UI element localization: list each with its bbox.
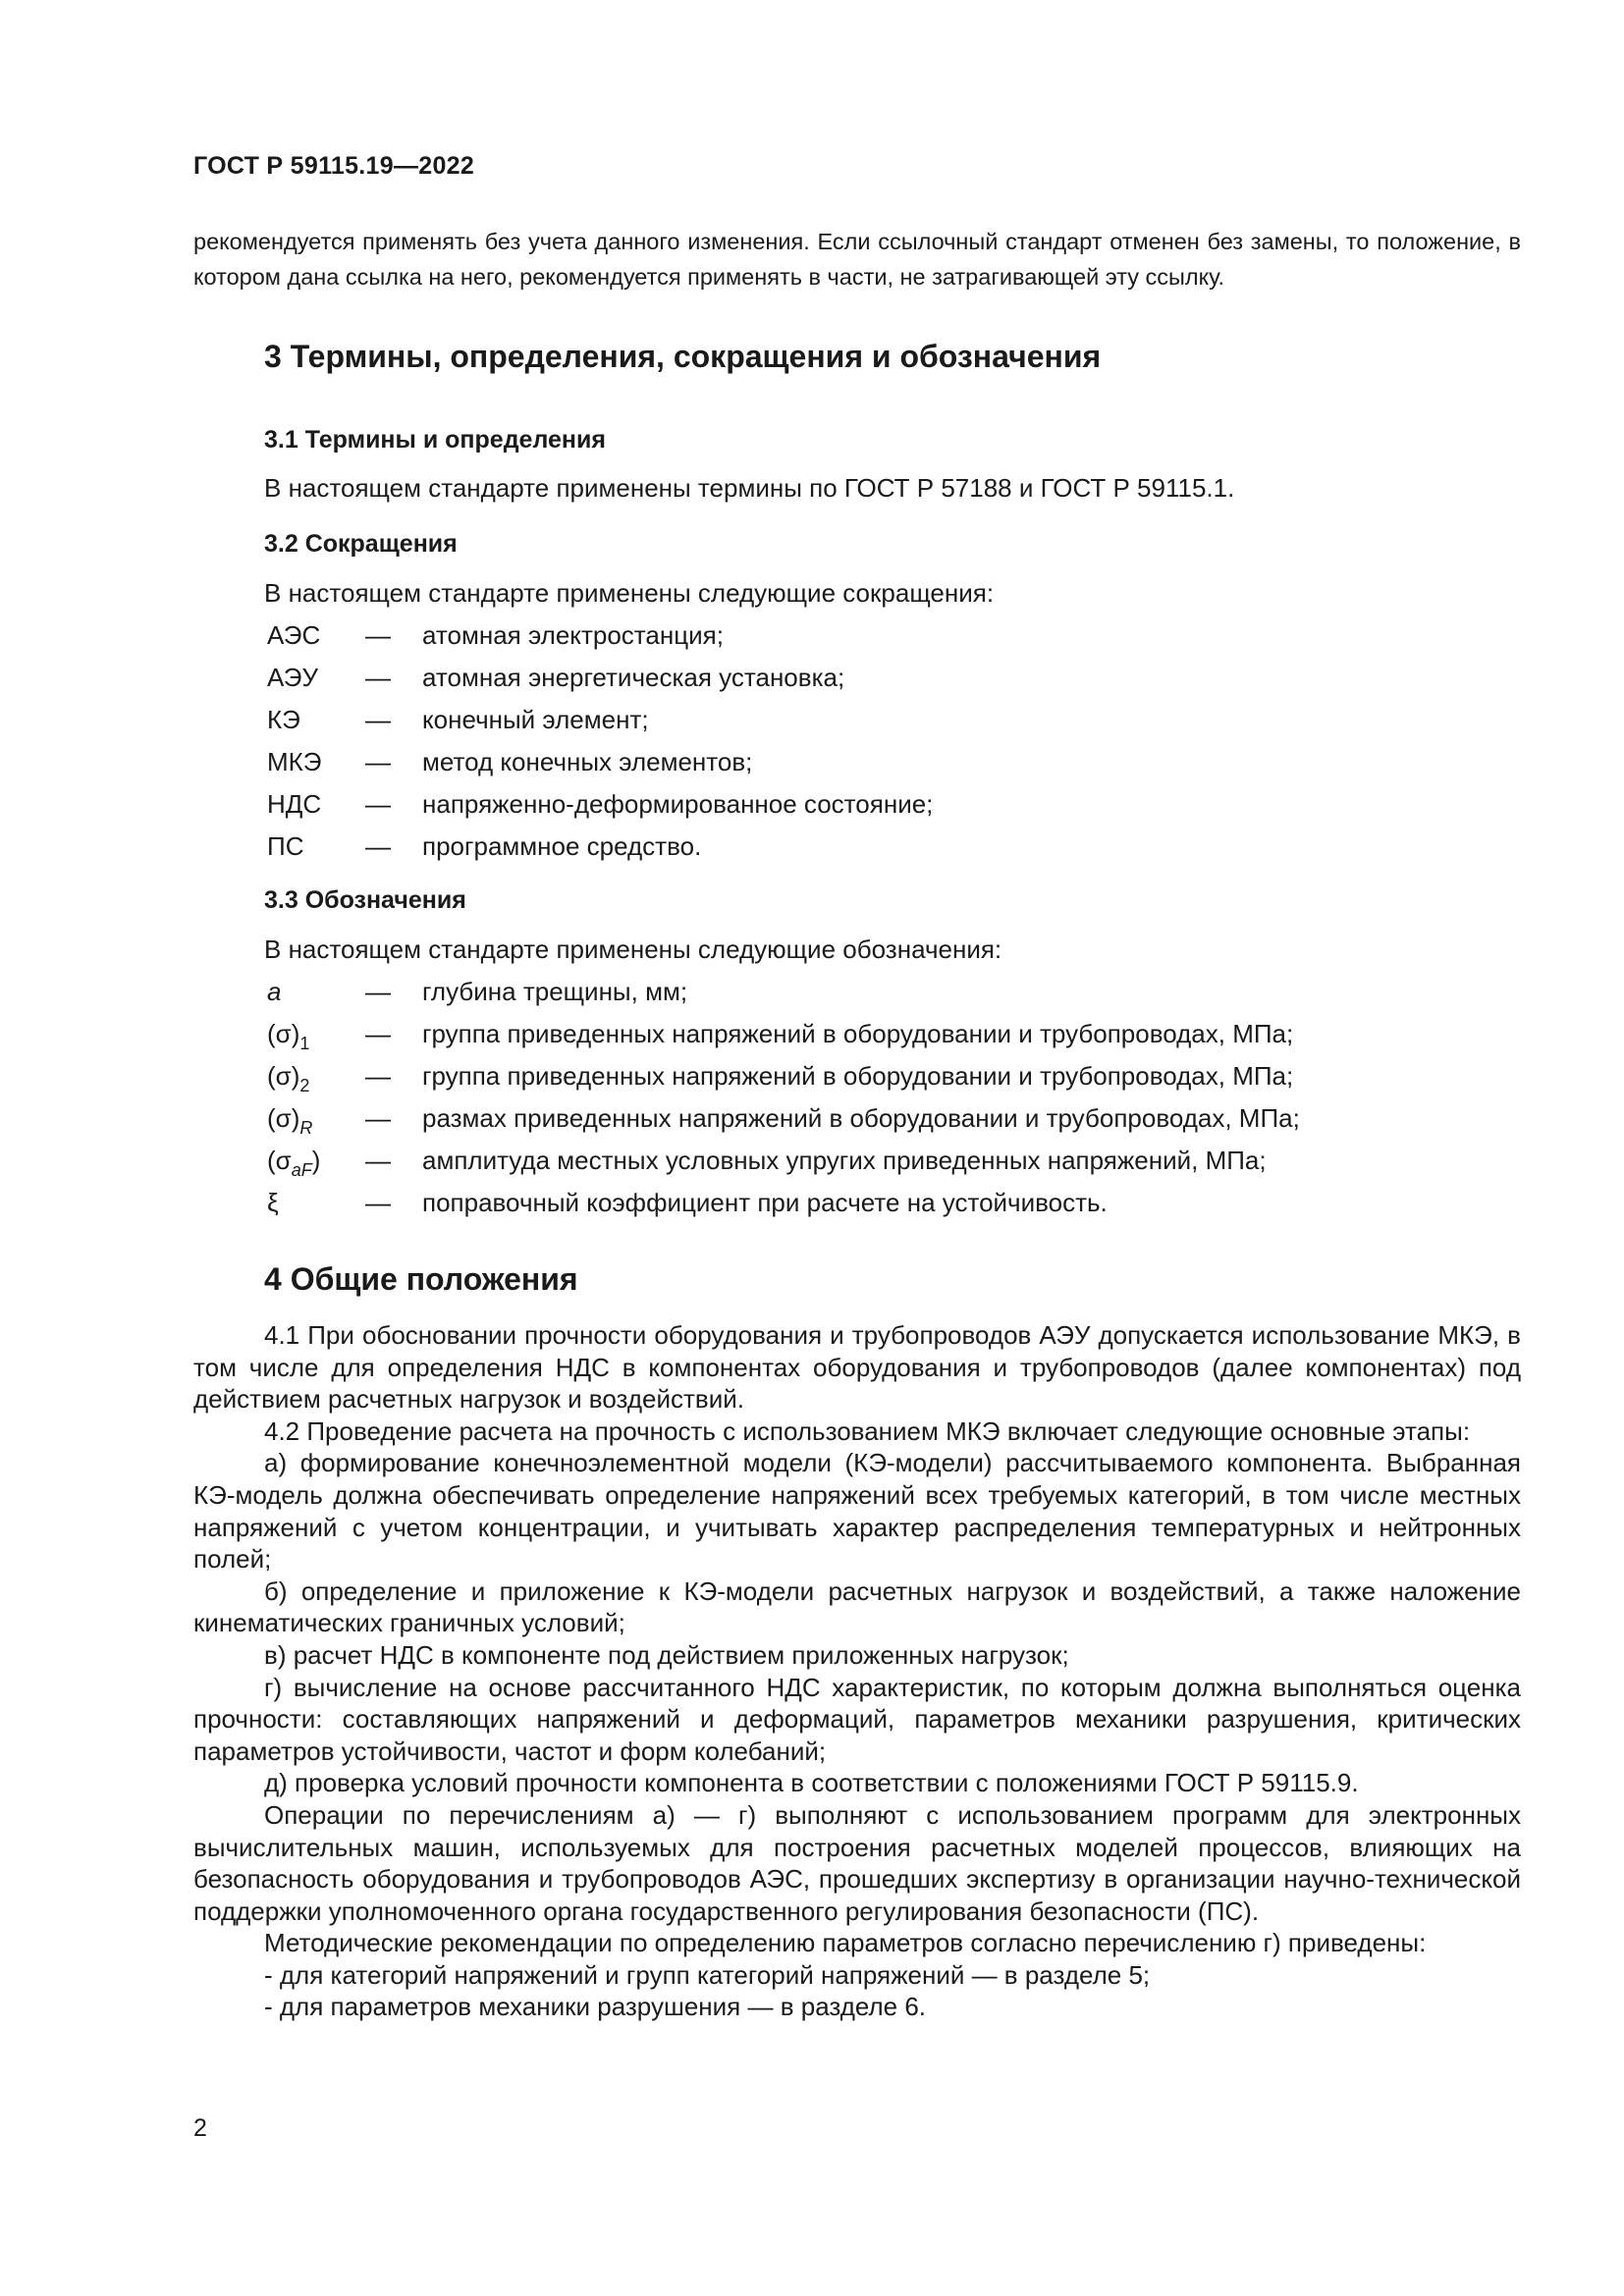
symbol-base: (σ) bbox=[267, 1061, 300, 1091]
symbol-term bbox=[267, 1061, 309, 1096]
symbol-definition: глубина трещины, мм; bbox=[422, 977, 688, 1006]
abbreviation-definition: напряженно-деформированное состояние; bbox=[422, 789, 934, 819]
continued-paragraph: рекомендуется применять без учета данного изменения. Если ссылочный стандарт отменен без замены, то положение, в котором дана ссылка на него, рекомендуется применять в части, не затрагивающей эту ссылку. bbox=[193, 229, 1521, 290]
abbreviation-definition: программное средство. bbox=[422, 831, 702, 861]
symbol-term bbox=[267, 1188, 279, 1223]
paragraph: 4.1 При обосновании прочности оборудования и трубопроводов АЭУ допускается использование МКЭ, в том числе для определения НДС в компонентах оборудования и трубопроводов (далее компонентах) под действием расчетных нагрузок и воздействий. bbox=[193, 1320, 1521, 1415]
abbreviation-term: ПС bbox=[267, 831, 304, 861]
symbol-subscript bbox=[292, 1160, 312, 1180]
symbol-base: a bbox=[267, 977, 282, 1006]
em-dash: — bbox=[365, 831, 391, 861]
symbol-definition: амплитуда местных условных упругих приведенных напряжений, МПа; bbox=[422, 1146, 1267, 1175]
abbreviation-definition: атомная электростанция; bbox=[422, 620, 724, 650]
abbreviation-term: АЭУ bbox=[267, 663, 318, 692]
symbol-subscript bbox=[299, 1118, 312, 1138]
paragraph: Операции по перечислениям а) — г) выполняют с использованием программ для электронных вычислительных машин, используемых для построения расчетных моделей процессов, влияющих на безопасность оборудования и трубопроводов АЭС, прошедших экспертизу в организации научно-технической поддержки уполномоченного органа государственного регулирования безопасности (ПС). bbox=[193, 1799, 1521, 1926]
paragraph: г) вычисление на основе рассчитанного НДС характеристик, по которым должна выполняться оценка прочности: составляющих напряжений и деформаций, параметров механики разрушения, критических параметров устойчивости, частот и форм колебаний; bbox=[193, 1672, 1521, 1766]
em-dash: — bbox=[365, 663, 391, 692]
em-dash: — bbox=[365, 1061, 391, 1091]
symbol-base: (σ) bbox=[267, 1019, 300, 1048]
symbol-base: (σ) bbox=[267, 1103, 300, 1133]
paragraph: 4.2 Проведение расчета на прочность с использованием МКЭ включает следующие основные этапы: bbox=[264, 1415, 1471, 1446]
symbol-definition: группа приведенных напряжений в оборудовании и трубопроводах, МПа; bbox=[422, 1019, 1294, 1048]
symbol-subscript: 1 bbox=[299, 1034, 310, 1053]
em-dash: — bbox=[365, 1188, 391, 1217]
em-dash: — bbox=[365, 620, 391, 650]
symbol-definition: поправочный коэффициент при расчете на устойчивость. bbox=[422, 1188, 1108, 1217]
paragraph: Методические рекомендации по определению параметров согласно перечислению г) приведены: bbox=[264, 1928, 1427, 1958]
symbol-base: ξ bbox=[267, 1188, 279, 1217]
em-dash: — bbox=[365, 977, 391, 1006]
symbol-base: (σ bbox=[267, 1146, 292, 1175]
subsection-3-3-intro: В настоящем стандарте применены следующие обозначения: bbox=[264, 934, 1002, 964]
abbreviation-definition: атомная энергетическая установка; bbox=[422, 663, 845, 692]
abbreviation-term: АЭС bbox=[267, 620, 321, 650]
abbreviation-term: МКЭ bbox=[267, 747, 322, 776]
em-dash: — bbox=[365, 705, 391, 734]
subsection-3-1-text: В настоящем стандарте применены термины по ГОСТ Р 57188 и ГОСТ Р 59115.1. bbox=[264, 473, 1235, 503]
paragraph: д) проверка условий прочности компонента в соответствии с положениями ГОСТ Р 59115.9. bbox=[264, 1768, 1359, 1798]
document-code-header: ГОСТ Р 59115.19—2022 bbox=[193, 152, 475, 180]
abbreviation-term: КЭ bbox=[267, 705, 300, 734]
paragraph: б) определение и приложение к КЭ-модели расчетных нагрузок и воздействий, а также наложение кинематических граничных условий; bbox=[193, 1575, 1521, 1638]
abbreviation-definition: метод конечных элементов; bbox=[422, 747, 753, 776]
abbreviation-term: НДС bbox=[267, 789, 322, 819]
paragraph: в) расчет НДС в компоненте под действием приложенных нагрузок; bbox=[264, 1639, 1069, 1670]
section-3-title: 3 Термины, определения, сокращения и обозначения bbox=[264, 339, 1102, 374]
symbol-subscript-text: aF bbox=[291, 1160, 312, 1180]
subsection-3-3-title: 3.3 Обозначения bbox=[264, 886, 466, 914]
symbol-term bbox=[267, 1146, 320, 1181]
subsection-3-2-title: 3.2 Сокращения bbox=[264, 530, 458, 558]
paragraph: - для категорий напряжений и групп категорий напряжений — в разделе 5; bbox=[264, 1959, 1151, 1990]
page-number: 2 bbox=[193, 2114, 207, 2142]
section-4-title: 4 Общие положения bbox=[264, 1261, 578, 1297]
abbreviation-definition: конечный элемент; bbox=[422, 705, 649, 734]
symbol-subscript-text: R bbox=[299, 1118, 313, 1138]
section-4-body bbox=[193, 1319, 1521, 2023]
subsection-3-1-title: 3.1 Термины и определения bbox=[264, 426, 606, 454]
paragraph: а) формирование конечноэлементной модели (КЭ-модели) рассчитываемого компонента. Выбранная КЭ-модель должна обеспечивать определение напряжений всех требуемых категорий, в том числе местных напряжений с учетом концентрации, и учитывать характер распределения температурных и нейтронных полей; bbox=[193, 1448, 1521, 1575]
em-dash: — bbox=[365, 1146, 391, 1175]
em-dash: — bbox=[365, 1019, 391, 1048]
symbol-close: ) bbox=[311, 1146, 321, 1175]
symbol-term bbox=[267, 977, 281, 1012]
em-dash: — bbox=[365, 747, 391, 776]
symbol-term bbox=[267, 1019, 309, 1054]
subsection-3-2-intro: В настоящем стандарте применены следующие сокращения: bbox=[264, 578, 995, 608]
symbol-definition: размах приведенных напряжений в оборудовании и трубопроводах, МПа; bbox=[422, 1103, 1300, 1133]
em-dash: — bbox=[365, 1103, 391, 1133]
symbol-term bbox=[267, 1103, 312, 1139]
paragraph: - для параметров механики разрушения — в разделе 6. bbox=[264, 1992, 927, 2022]
symbol-definition: группа приведенных напряжений в оборудовании и трубопроводах, МПа; bbox=[422, 1061, 1294, 1091]
em-dash: — bbox=[365, 789, 391, 819]
symbol-subscript: 2 bbox=[299, 1076, 310, 1095]
